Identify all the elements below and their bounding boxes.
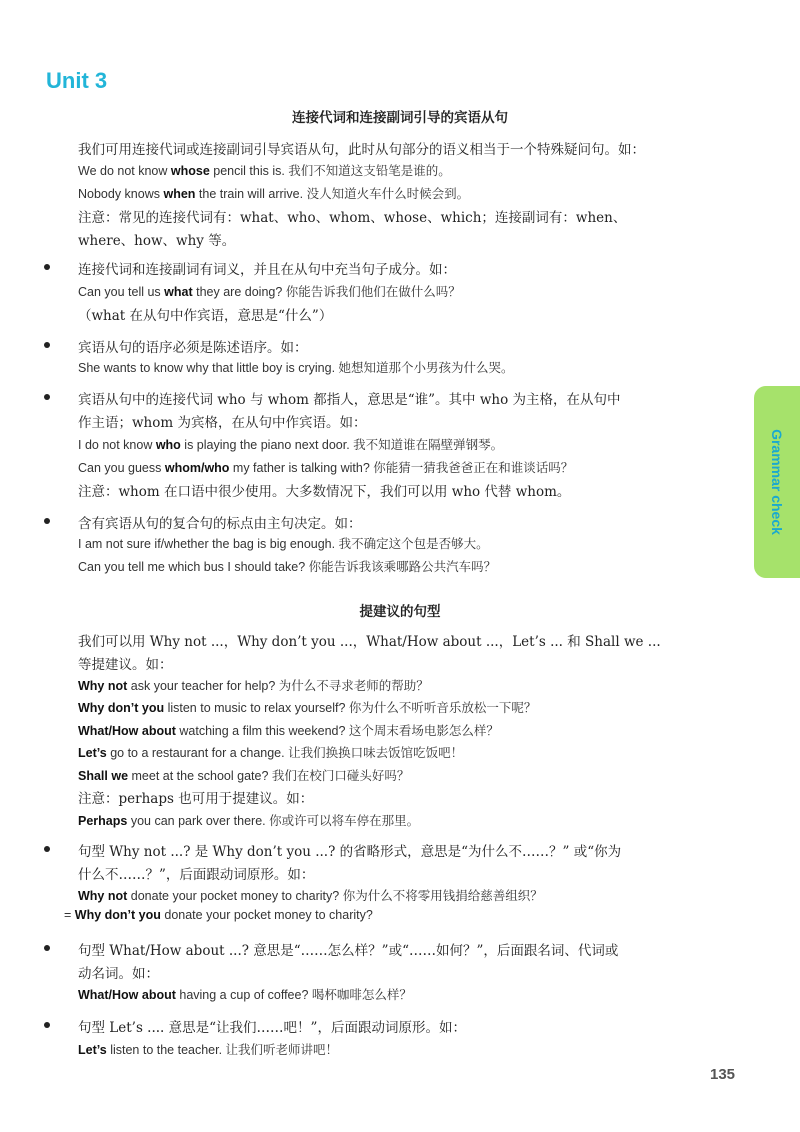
note-line: 注意：whom 在口语中很少使用。大多数情况下，我们可以用 who 代替 whom。 xyxy=(78,484,571,500)
example-line: What/How about having a cup of coffee? 喝杯咖啡怎么样？ xyxy=(78,988,412,1002)
example-line: She wants to know why that little boy is crying. 她想知道那个小男孩为什么哭。 xyxy=(78,361,514,375)
example-line: = Why don’t you donate your pocket money to charity? xyxy=(64,908,373,922)
example-line: Let’s listen to the teacher. 让我们听老师讲吧！ xyxy=(78,1043,339,1057)
example-line: Can you guess whom/who my father is talking with? 你能猜一猜我爸爸正在和谁谈话吗？ xyxy=(78,461,574,475)
side-tab-label: Grammar check xyxy=(769,429,785,535)
note-line: 注意：perhaps 也可用于提建议。如： xyxy=(78,791,314,807)
example-line: Can you tell us what they are doing? 你能告诉我们他们在做什么吗？ xyxy=(78,285,461,299)
page-number: 135 xyxy=(710,1066,736,1083)
section2-intro: 等提建议。如： xyxy=(78,657,173,673)
example-line: I do not know who is playing the piano next door. 我不知道谁在隔壁弹钢琴。 xyxy=(78,438,504,452)
bullet-text: （what 在从句中作宾语，意思是“什么”） xyxy=(78,308,333,324)
bullet-text: 句型 Let’s .... 意思是“让我们……吧！”，后面跟动词原形。如： xyxy=(78,1020,466,1036)
section1-intro: 我们可用连接代词或连接副词引导宾语从句，此时从句部分的语义相当于一个特殊疑问句。如： xyxy=(78,142,645,158)
bullet-icon xyxy=(44,394,50,400)
example-line: I am not sure if/whether the bag is big enough. 我不确定这个包是否够大。 xyxy=(78,537,489,551)
bullet-text: 句型 Why not ...? 是 Why don’t you ...? 的省略形式，意思是“为什么不……？” 或“你为 xyxy=(78,844,622,860)
bullet-text: 连接代词和连接副词有词义，并且在从句中充当句子成分。如： xyxy=(78,262,456,278)
example-line: What/How about watching a film this weekend? 这个周末看场电影怎么样？ xyxy=(78,724,499,738)
example-line: Perhaps you can park over there. 你或许可以将车停在那里。 xyxy=(78,814,420,828)
section1-heading: 连接代词和连接副词引导的宾语从句 xyxy=(292,110,508,126)
bullet-text: 作主语；whom 为宾格，在从句中作宾语。如： xyxy=(78,415,367,431)
example-line: We do not know whose pencil this is. 我们不知道这支铅笔是谁的。 xyxy=(78,164,451,178)
example-line: Nobody knows when the train will arrive. 没人知道火车什么时候会到。 xyxy=(78,187,470,201)
bullet-icon xyxy=(44,264,50,270)
bullet-text: 宾语从句中的连接代词 who 与 whom 都指人，意思是“谁”。其中 who 为主格，在从句中 xyxy=(78,392,621,408)
example-line: Why not donate your pocket money to charity? 你为什么不将零用钱捐给慈善组织？ xyxy=(78,889,543,903)
example-line: Let’s go to a restaurant for a change. 让我们换换口味去饭馆吃饭吧！ xyxy=(78,746,464,760)
bullet-text: 动名词。如： xyxy=(78,966,159,982)
example-line: Shall we meet at the school gate? 我们在校门口碰头好吗？ xyxy=(78,769,410,783)
bullet-text: 什么不……？”，后面跟动词原形。如： xyxy=(78,867,315,883)
bullet-text: 含有宾语从句的复合句的标点由主句决定。如： xyxy=(78,516,362,532)
bullet-icon xyxy=(44,1022,50,1028)
section2-heading: 提建议的句型 xyxy=(359,604,441,620)
section2-intro: 我们可以用 Why not ...，Why don’t you ...，What/How about ...，Let’s ... 和 Shall we ... xyxy=(78,634,661,650)
bullet-icon xyxy=(44,518,50,524)
example-line: Why don’t you listen to music to relax yourself? 你为什么不听听音乐放松一下呢？ xyxy=(78,701,537,715)
grammar-check-tab xyxy=(754,386,800,578)
bullet-text: 句型 What/How about ...? 意思是“……怎么样？”或“……如何？”，后面跟名词、代词或 xyxy=(78,943,619,959)
example-line: Why not ask your teacher for help? 为什么不寻求老师的帮助？ xyxy=(78,679,429,693)
bullet-text: 宾语从句的语序必须是陈述语序。如： xyxy=(78,340,308,356)
note-line: where、how、why 等。 xyxy=(78,233,236,249)
note-line: 注意：常见的连接代词有：what、who、whom、whose、which；连接副词有：when、 xyxy=(78,210,627,226)
bullet-icon xyxy=(44,342,50,348)
bullet-icon xyxy=(44,945,50,951)
unit-title: Unit 3 xyxy=(46,68,108,93)
bullet-icon xyxy=(44,846,50,852)
example-line: Can you tell me which bus I should take? 你能告诉我该乘哪路公共汽车吗？ xyxy=(78,560,497,574)
